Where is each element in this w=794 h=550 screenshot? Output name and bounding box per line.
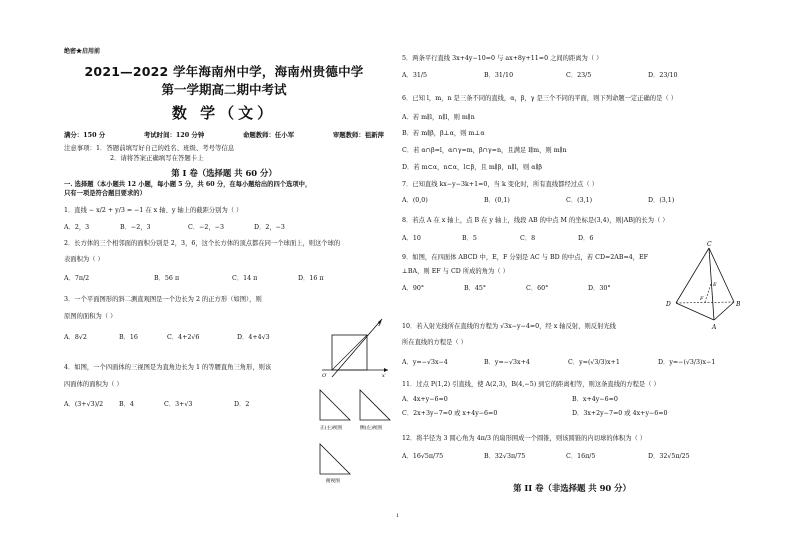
- option-b: B．4: [119, 401, 134, 409]
- option-d: D．2: [234, 401, 250, 409]
- exam-subject: 数 学（文）: [171, 103, 277, 122]
- option-a: A．16√5π/75: [402, 452, 444, 460]
- vertex-a-label: A: [712, 324, 717, 331]
- option-c: C．23/5: [566, 71, 592, 79]
- question-stem: 9．如图，在四面体 ABCD 中，E，F 分别是 AC 与 BD 的中点，若 CD=2AB=4，EF: [402, 254, 648, 261]
- three-views-diagram: [316, 388, 396, 484]
- question-options: [64, 401, 314, 409]
- question-options: [402, 359, 742, 367]
- vertex-d-label: D: [666, 301, 671, 308]
- info-score: 满分：150 分: [64, 130, 106, 139]
- question-7: [402, 181, 742, 205]
- axis-label-y: y′: [378, 321, 382, 327]
- option-b: B．45°: [464, 284, 487, 292]
- question-stem: 5．两条平行直线 3x+4y−10=0 与 ax+8y+11=0 之间的距离为（ ）: [402, 55, 603, 62]
- option-c: C．14 π: [232, 275, 258, 283]
- option-a: A．(0,0): [402, 196, 428, 204]
- front-view-label: 正(主)视图: [320, 426, 342, 431]
- question-options-2: [402, 410, 742, 418]
- option-a: A．2，3: [64, 223, 90, 231]
- part1-instruction-1: 一. 选择题（本小题共 12 小题，每小题 5 分，共 60 分，在每小题给出的四个选项中，: [64, 181, 312, 188]
- option-c: C．2x+3y−7=0 或 x+4y−6=0: [402, 409, 498, 417]
- option-d: D．23/10: [648, 71, 678, 79]
- axis-label-x: x′: [382, 373, 386, 379]
- side-view-label: 侧(左)视图: [360, 426, 382, 431]
- option-b: B．y=−√3x+4: [484, 358, 530, 366]
- question-options: [64, 224, 384, 232]
- oblique-square-diagram: [318, 315, 390, 381]
- notes-label: 注意事项：: [64, 143, 96, 152]
- option-c: C．−2，−3: [188, 223, 224, 231]
- option-b: B．32√3π/75: [484, 452, 526, 460]
- question-3: [64, 296, 314, 342]
- info-author: 命题教师：任小军: [242, 130, 295, 139]
- option-b: B．31/10: [484, 71, 514, 79]
- question-stem: 7．已知直线 kx−y−3k+1=0，当 k 变化时，所有直线都经过点（ ）: [402, 181, 598, 188]
- tetrahedron-diagram: [664, 240, 744, 332]
- option-c: C．16π/5: [566, 452, 596, 460]
- question-options: [402, 197, 742, 205]
- option-a: A．10: [402, 234, 421, 242]
- question-stem: 2．长方体的三个相邻面的面积分别是 2，3，6，这个长方体的顶点都在同一个球面上，则这个球的: [64, 240, 341, 248]
- question-stem-cont: 四面体的面积为（ ）: [64, 381, 123, 389]
- question-9: [402, 254, 670, 293]
- question-stem: 3．一个平面图形的斜二测直观图是一个边长为 2 的正方形（如图），则: [64, 296, 262, 304]
- option-c: C．4+2√6: [167, 333, 200, 341]
- option-c: C．8: [520, 234, 536, 242]
- option-d: D．32√5π/25: [648, 452, 690, 460]
- question-options: [64, 334, 314, 342]
- option-a: A．8√2: [64, 333, 87, 341]
- question-8: [402, 217, 742, 243]
- question-options: [402, 285, 670, 293]
- option-b: B．16: [119, 333, 138, 341]
- option-b: B．5: [462, 234, 477, 242]
- option-d: D．30°: [588, 284, 611, 292]
- question-stem-cont: ⊥BA，则 EF 与 CD 所成的角为（ ）: [402, 267, 509, 275]
- exam-info: [64, 131, 384, 139]
- vertex-c-label: C: [707, 241, 712, 248]
- question-6: [402, 95, 742, 103]
- question-6-option-a: A．若 m∥l，n∥l，则 m∥n: [402, 114, 475, 121]
- option-c: C．y=(√3/3)x+1: [568, 358, 620, 366]
- question-stem-cont: 原图的面积为（ ）: [64, 312, 117, 320]
- note-2: 2．请将答案正确填写在答题卡上: [110, 153, 204, 162]
- question-2: [64, 240, 384, 283]
- axis-label-origin: O′: [322, 373, 328, 379]
- exam-title-line1: 2021—2022 学年海南州中学，海南州贵德中学: [84, 63, 364, 79]
- option-a: A．90°: [402, 284, 425, 292]
- question-4: [64, 364, 314, 410]
- question-options: [402, 453, 742, 461]
- question-stem: 11．过点 P(1,2) 引直线，使 A(2,3)，B(4,−5) 到它的距离相等，则这条直线的方程是（ ）: [402, 381, 660, 388]
- exam-title-line2: 第一学期高二期中考试: [161, 82, 287, 98]
- point-e-label: E: [713, 282, 717, 288]
- option-b: B．56 π: [154, 275, 180, 283]
- notes: [64, 144, 384, 162]
- secret-mark: 绝密★启用前: [64, 48, 101, 55]
- part1-title: 第 I 卷（选择题 共 60 分）: [171, 167, 277, 178]
- question-6-option-b: B．若 m∥β，β⊥α，则 m⊥α: [402, 130, 485, 137]
- option-c: C．3+√3: [164, 401, 193, 409]
- question-stem: 4．如图，一个四面体的三视图是为直角边长为 1 的等腰直角三角形，则该: [64, 363, 272, 371]
- page-number: 1: [396, 513, 400, 519]
- question-1: [64, 207, 384, 232]
- top-view-label: 俯视图: [326, 479, 340, 484]
- question-12: [402, 435, 742, 461]
- question-stem: 10．若入射光线所在直线的方程为 √3x−y−4=0，经 x 轴反射，则反射光线: [402, 323, 616, 330]
- vertex-b-label: B: [736, 301, 741, 308]
- question-6-option-c: C．若 α∩β=l，α∩γ=m，β∩γ=n，且满足 l∥m，则 m∥n: [402, 147, 567, 154]
- option-a: A．7π/2: [64, 275, 90, 283]
- option-d: D．3x+2y−7=0 或 4x+y−6=0: [572, 409, 668, 417]
- option-d: D．2，−3: [254, 223, 285, 231]
- question-11: [402, 381, 742, 418]
- question-stem-cont: 所在直线的方程是（ ）: [402, 338, 467, 346]
- question-stem: 12．将半径为 3 圆心角为 4π/3 的扇形围成一个圆锥，则该圆锥的内切球的体积为（ ）: [402, 435, 647, 442]
- part2-title: 第 II 卷（非选择题 共 90 分）: [513, 483, 631, 493]
- option-d: D．(3,1): [648, 196, 675, 204]
- option-a: A．y=−√3x−4: [402, 358, 448, 366]
- note-1: 1．答题前填写好自己的姓名、班级、考号等信息: [95, 143, 235, 152]
- option-c: C．60°: [526, 284, 549, 292]
- option-b: B．x+4y−6=0: [572, 395, 618, 403]
- option-d: D．6: [578, 234, 594, 242]
- option-b: B．−2，3: [120, 223, 151, 231]
- question-stem: 6．已知 l，m，n 是三条不同的直线，α，β，γ 是三个不同的平面，则下列命题一定正确的是（ ）: [402, 95, 677, 102]
- part1-instruction-2: 只有一项是符合题目要求的）: [64, 189, 146, 197]
- option-c: C．(3,1): [566, 196, 593, 204]
- option-a: A．31/5: [402, 71, 427, 79]
- option-d: D．16 π: [298, 275, 324, 283]
- point-f-label: F: [700, 296, 704, 302]
- question-stem-cont: 表面积为（ ）: [64, 256, 104, 264]
- question-options: [402, 72, 742, 80]
- question-6-option-d: D．若 m⊂α，n⊂α，l⊂β，且 m∥β，n∥l，则 α∥β: [402, 164, 543, 171]
- info-reviewer: 审题教师：祖新萍: [332, 130, 384, 139]
- option-d: D．y=−(√3/3)x−1: [658, 358, 716, 366]
- question-stem: 1．直线 − x/2 + y/3 = −1 在 x 轴、y 轴上的截距分别为（ ）: [64, 206, 243, 214]
- question-stem: 8．若点 A 在 x 轴上，点 B 在 y 轴上，线段 AB 的中点 M 的坐标是(3,4)，则|AB|的长为（ ）: [402, 217, 669, 224]
- question-options: [64, 275, 384, 283]
- info-time: 考试时间：120 分钟: [143, 130, 205, 139]
- option-a: A．4x+y−6=0: [402, 395, 448, 403]
- option-d: D．4+4√3: [237, 333, 270, 341]
- option-a: A．(3+√3)/2: [64, 401, 104, 409]
- question-options: [402, 396, 742, 404]
- question-5: [402, 55, 742, 80]
- option-b: B．(0,1): [484, 196, 510, 204]
